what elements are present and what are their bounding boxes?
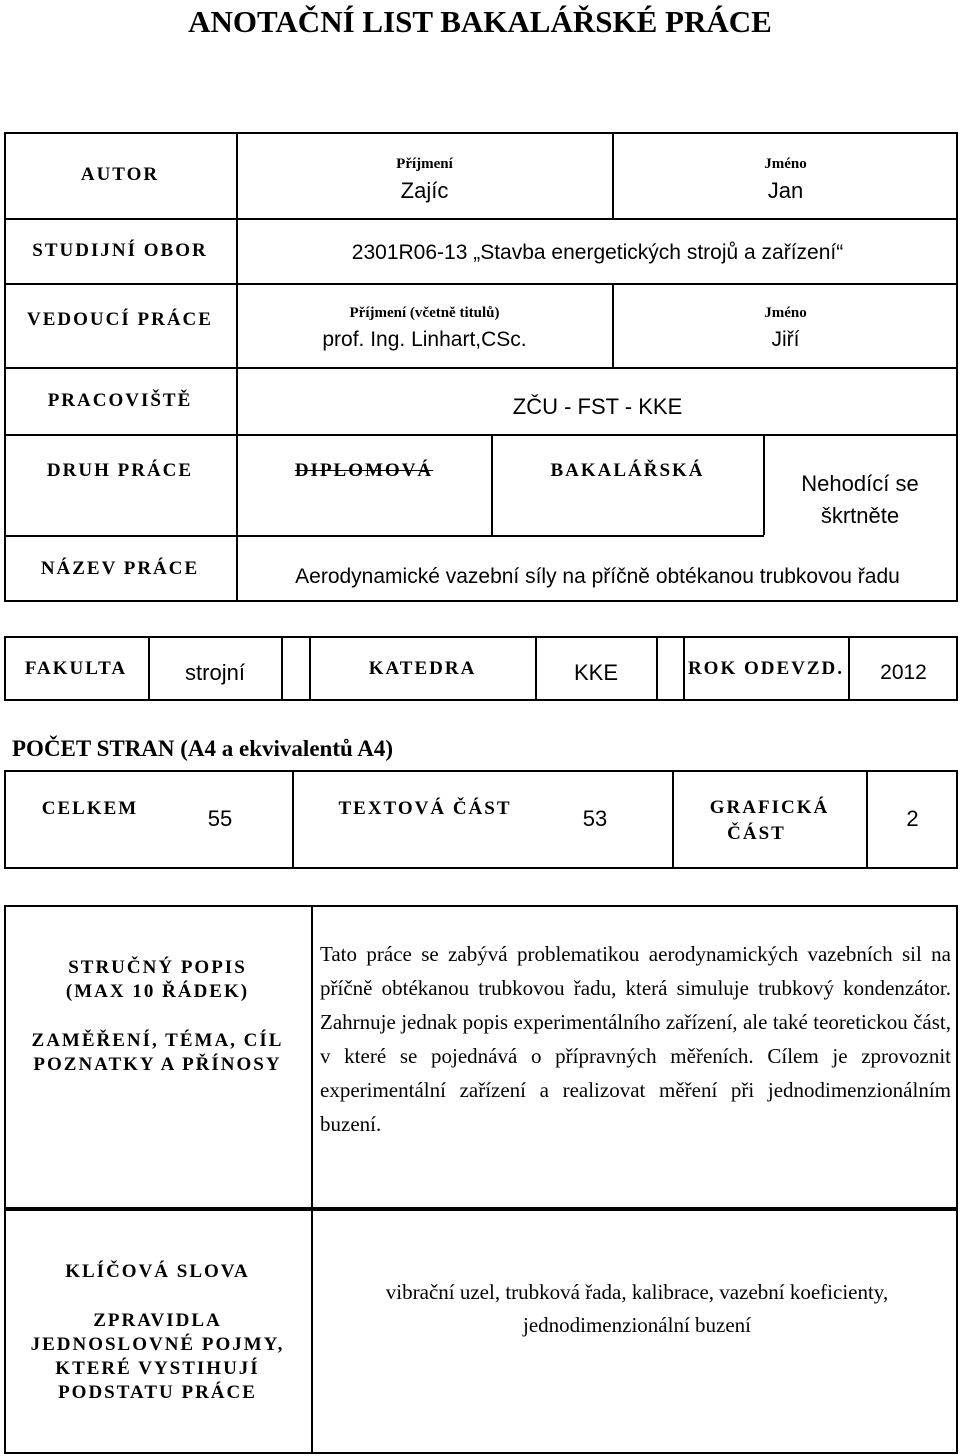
description-label-1: STRUČNÝ POPIS — [68, 957, 247, 978]
author-name: Jan — [767, 178, 804, 203]
workplace-label: PRACOVIŠTĚ — [47, 389, 193, 411]
pages-total-label: CELKEM — [41, 798, 139, 819]
description-text: Tato práce se zabývá problematikou aerodynamických vazebních sil na příčně obtékanou trubkovou řadu, která simuluje trubkový kondenzátor. Zahrnuje jednak popis experimentálního zařízení, ale také teoretickou část, v které se pojednává o přípravných měřeních. Cílem je zprovoznit experimentální zařízení a realizovat měření při jednodimenzionálním buzení. — [320, 942, 951, 1136]
supervisor-name-label: Jméno — [764, 305, 807, 321]
author-label: AUTOR — [80, 164, 160, 185]
keywords-label-5: PODSTATU PRÁCE — [58, 1382, 257, 1403]
divider — [612, 132, 614, 218]
description-label-3: ZAMĚŘENÍ, TÉMA, CÍL — [31, 1030, 284, 1051]
keywords-text: vibrační uzel, trubková řada, kalibrace, vazební koeficienty, jednodimenzionální buzení — [385, 1280, 889, 1337]
description-label-2: (MAX 10 ŘÁDEK) — [65, 981, 250, 1002]
study-field-value: 2301R06-13 „Stavba energetických strojů a zařízení“ — [351, 241, 844, 264]
thesis-title-value: Aerodynamické vazební síly na příčně obtékanou trubkovou řadu — [295, 564, 900, 588]
divider — [281, 636, 283, 701]
thesis-type-note: Nehodící se škrtněte — [801, 471, 919, 528]
pages-graphic-label-2: ČÁST — [727, 823, 786, 844]
supervisor-label: VEDOUCÍ PRÁCE — [27, 309, 213, 330]
supervisor-name: Jiří — [771, 328, 800, 351]
pages-heading: POČET STRAN (A4 a ekvivalentů A4) — [12, 736, 394, 761]
pages-graphic-label-1: GRAFICKÁ — [709, 797, 830, 818]
pages-graphic: 2 — [906, 806, 919, 831]
divider — [491, 434, 493, 535]
thesis-type-diploma: DIPLOMOVÁ — [294, 460, 434, 481]
keywords-label-2: ZPRAVIDLA — [93, 1310, 222, 1331]
faculty-value: strojní — [185, 659, 245, 685]
supervisor-surname-label: Příjmení (včetně titulů) — [349, 305, 500, 321]
divider — [763, 434, 765, 535]
author-surname-label: Příjmení — [396, 156, 453, 172]
pages-text: 53 — [582, 806, 608, 831]
divider — [311, 1209, 313, 1454]
department-label: KATEDRA — [368, 657, 477, 679]
thesis-type-label: DRUH PRÁCE — [46, 460, 194, 481]
keywords-label-4: KTERÉ VYSTIHUJÍ — [55, 1358, 260, 1379]
author-surname: Zajíc — [400, 178, 449, 203]
supervisor-surname: prof. Ing. Linhart,CSc. — [322, 328, 527, 351]
page-title: ANOTAČNÍ LIST BAKALÁŘSKÉ PRÁCE — [188, 4, 772, 39]
keywords-label-3: JEDNOSLOVNÉ POJMY, — [30, 1334, 285, 1355]
workplace-value: ZČU - FST - KKE — [512, 393, 683, 419]
faculty-label: FAKULTA — [24, 657, 128, 679]
study-field-label: STUDIJNÍ OBOR — [32, 239, 208, 261]
divider — [612, 283, 614, 367]
pages-total: 55 — [207, 806, 233, 831]
pages-text-label: TEXTOVÁ ČÁST — [338, 798, 512, 819]
keywords-label-1: KLÍČOVÁ SLOVA — [65, 1261, 250, 1282]
divider — [311, 905, 313, 1209]
year-label: ROK ODEVZD. — [687, 657, 845, 679]
divider — [292, 770, 294, 869]
author-name-label: Jméno — [764, 156, 807, 172]
thesis-type-bachelor: BAKALÁŘSKÁ — [550, 460, 705, 481]
year-value: 2012 — [880, 660, 927, 684]
department-value: KKE — [573, 659, 619, 685]
description-label-4: POZNATKY A PŘÍNOSY — [33, 1054, 282, 1075]
divider — [656, 636, 658, 701]
thesis-title-label: NÁZEV PRÁCE — [40, 557, 200, 579]
